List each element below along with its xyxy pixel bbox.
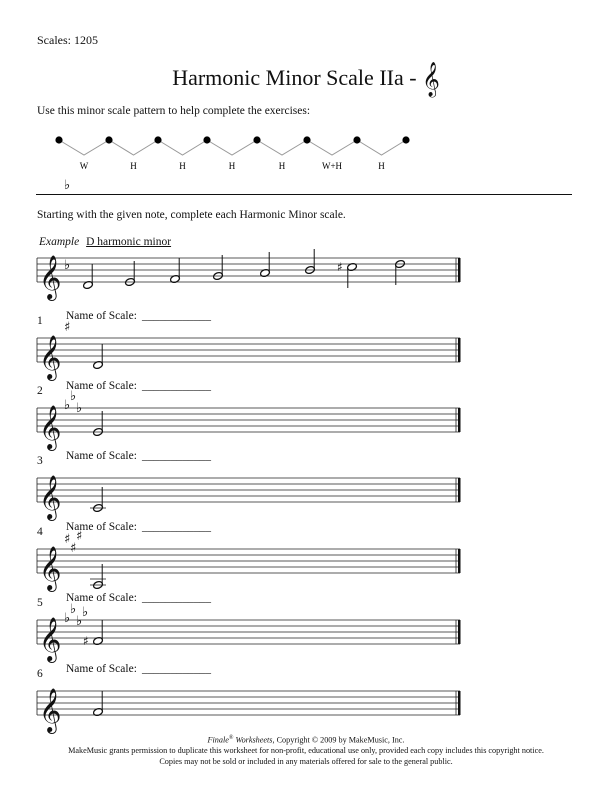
footer-line-2: MakeMusic grants permission to duplicate this worksheet for non-profit, educational use only, provided each copy includes this copyright notice. xyxy=(68,746,544,756)
final-barline-thick xyxy=(458,478,461,502)
treble-clef-icon: 𝄞 xyxy=(39,688,62,732)
pattern-connector xyxy=(158,140,207,155)
scale-name-blank[interactable]: ____________ xyxy=(142,521,211,533)
exercise-number: 2 xyxy=(37,385,43,397)
sharp-icon: ♯ xyxy=(64,320,71,335)
divider xyxy=(36,194,572,195)
name-of-scale-label: Name of Scale: xyxy=(66,521,137,533)
flat-icon: ♭ xyxy=(70,602,77,617)
pattern-note-dot xyxy=(203,136,210,143)
flat-icon: ♭ xyxy=(64,611,71,626)
exercise-number: 3 xyxy=(37,455,43,467)
name-of-scale-label: Name of Scale: xyxy=(66,663,137,675)
final-barline-thick xyxy=(458,338,461,362)
scale-name-blank[interactable]: ____________ xyxy=(142,380,211,392)
pattern-connector xyxy=(307,140,357,155)
pattern-note-dot xyxy=(154,136,161,143)
pattern-step-label: H xyxy=(378,161,385,171)
pattern-connector xyxy=(59,140,109,155)
footer-copyright: , Copyright © 2009 by MakeMusic, Inc. xyxy=(272,735,405,745)
treble-clef-icon: 𝄞 xyxy=(39,475,62,519)
footer-brand: Finale xyxy=(207,735,229,745)
sharp-icon: ♯ xyxy=(76,529,83,544)
flat-icon: ♭ xyxy=(64,178,71,193)
scale-name-blank[interactable]: ____________ xyxy=(142,592,211,604)
pattern-step-label: H xyxy=(179,161,186,171)
pattern-note-dot xyxy=(353,136,360,143)
task-instruction: Starting with the given note, complete each Harmonic Minor scale. xyxy=(37,209,346,221)
exercise-number: 4 xyxy=(37,526,43,538)
pattern-connector xyxy=(357,140,406,155)
pattern-step-label: H xyxy=(228,161,236,171)
flat-icon: ♭ xyxy=(64,258,71,273)
footer-reg-mark: ® xyxy=(228,735,234,741)
pattern-connector xyxy=(257,140,307,155)
treble-clef-icon: 𝄞 xyxy=(39,617,62,661)
exercise-number: 6 xyxy=(37,668,43,680)
sharp-icon: ♯ xyxy=(64,532,71,547)
exercise-number: 1 xyxy=(37,315,43,327)
pattern-step-label: W xyxy=(79,161,89,171)
copyright-footer xyxy=(0,733,612,767)
scale-name-blank[interactable]: ____________ xyxy=(142,310,211,322)
final-barline-thick xyxy=(458,258,461,282)
exercise-staff[interactable] xyxy=(0,541,612,591)
treble-clef-icon: 𝄞 xyxy=(422,62,440,97)
flat-icon: ♭ xyxy=(64,398,71,413)
name-of-scale-label: Name of Scale: xyxy=(66,450,137,462)
scale-name-blank[interactable]: ____________ xyxy=(142,450,211,462)
treble-clef-icon: 𝄞 xyxy=(39,335,62,379)
example-word: Example xyxy=(39,236,80,248)
treble-clef-icon: 𝄞 xyxy=(39,255,62,299)
pattern-connector xyxy=(207,140,257,155)
sharp-icon: ♯ xyxy=(83,634,89,648)
sharp-icon: ♯ xyxy=(337,260,343,274)
footer-worksheets: Worksheets xyxy=(235,735,273,745)
pattern-note-dot xyxy=(253,136,260,143)
pattern-step-label: H xyxy=(278,161,286,171)
worksheet-id: Scales: 1205 xyxy=(37,33,98,47)
example-scale-name: D harmonic minor xyxy=(86,236,172,248)
pattern-note-dot xyxy=(303,136,310,143)
name-of-scale-label: Name of Scale: xyxy=(66,592,137,604)
scale-name-blank[interactable]: ____________ xyxy=(142,663,211,675)
exercise-number: 5 xyxy=(37,597,43,609)
sharp-icon: ♯ xyxy=(70,541,77,556)
treble-clef-icon: 𝄞 xyxy=(39,405,62,449)
treble-clef-icon: 𝄞 xyxy=(39,546,62,590)
flat-icon: ♭ xyxy=(76,614,83,629)
flat-icon: ♭ xyxy=(82,605,89,620)
footer-line-3: Copies may not be sold or included in any materials offered for sale to the general public. xyxy=(159,756,453,766)
page-title xyxy=(0,62,612,97)
final-barline-thick xyxy=(458,691,461,715)
final-barline-thick xyxy=(458,620,461,644)
final-barline-thick xyxy=(458,549,461,573)
pattern-note-dot xyxy=(402,136,409,143)
pattern-connector xyxy=(109,140,158,155)
name-of-scale-label: Name of Scale: xyxy=(66,380,137,392)
flat-icon: ♭ xyxy=(70,389,77,404)
example-label xyxy=(39,236,171,248)
title-text: Harmonic Minor Scale IIa - xyxy=(172,65,417,90)
pattern-step-label: H xyxy=(130,161,137,171)
pattern-instruction: Use this minor scale pattern to help complete the exercises: xyxy=(37,105,311,117)
footer-line-1 xyxy=(0,733,612,746)
name-of-scale-label: Name of Scale: xyxy=(66,310,137,322)
final-barline-thick xyxy=(458,408,461,432)
scale-pattern-diagram xyxy=(0,125,612,180)
flat-icon: ♭ xyxy=(76,401,83,416)
pattern-note-dot xyxy=(105,136,112,143)
pattern-step-label: W+H xyxy=(321,161,343,171)
pattern-note-dot xyxy=(55,136,62,143)
